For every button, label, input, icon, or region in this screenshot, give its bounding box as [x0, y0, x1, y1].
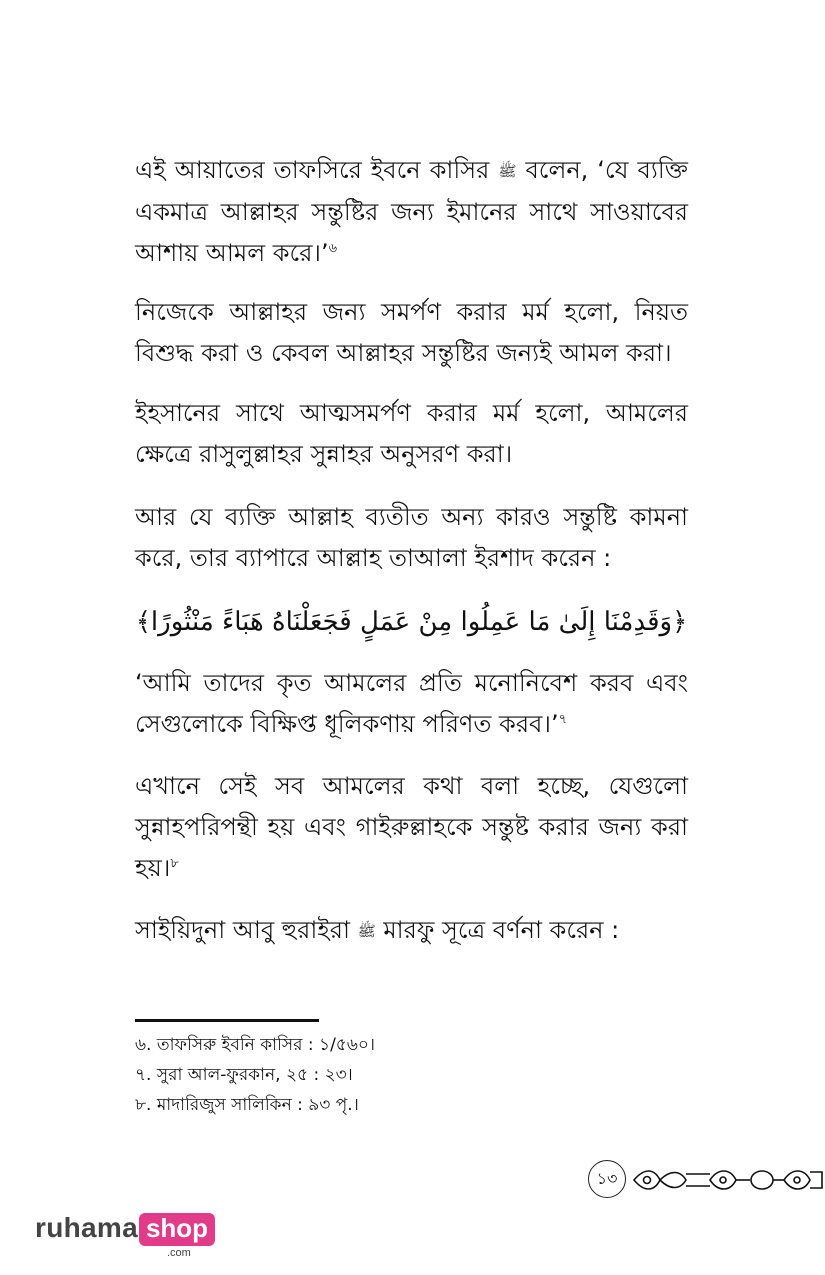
footnotes — [135, 1030, 688, 1120]
footnote-item: ৬. তাফসিরু ইবনি কাসির : ১/৫৬০। — [135, 1035, 376, 1055]
footnote-ref[interactable]: ৭ — [558, 712, 568, 727]
decorative-ornament-icon — [630, 1164, 824, 1196]
paragraph-text: এই আয়াতের তাফসিরে ইবনে কাসির — [135, 156, 499, 184]
page-number-text: ১৩ — [596, 1168, 618, 1188]
paragraph-abu-hurairah — [135, 910, 688, 952]
paragraph-explanation — [135, 766, 688, 889]
paragraph-other-than-allah — [135, 497, 688, 579]
paragraph-ayah-translation — [135, 663, 688, 745]
paragraph-text: সাইয়িদুনা আবু হুরাইরা — [135, 916, 358, 944]
page-number — [588, 1160, 626, 1198]
ruhamashop-logo — [35, 1212, 215, 1259]
footnote-item: ৭. সুরা আল-ফুরকান, ২৫ : ২৩। — [135, 1065, 353, 1085]
paragraph-text: ইহসানের সাথে আত্মসমর্পণ করার মর্ম হলো, আমলের ক্ষেত্রে রাসুলুল্লাহর সুন্নাহর অনুসরণ করা। — [135, 399, 688, 468]
footnote-divider — [135, 1019, 319, 1022]
footnote-item: ৮. মাদারিজুস সালিকিন : ৯৩ পৃ.। — [135, 1095, 359, 1115]
honorific-mark: ﷺ — [498, 161, 517, 180]
logo-badge: shop — [139, 1213, 215, 1246]
paragraph-ibn-kathir — [135, 150, 688, 274]
footnote-ref[interactable]: ৮ — [170, 856, 179, 871]
paragraph-text-after: মারফু সূত্রে বর্ণনা করেন : — [375, 916, 620, 944]
paragraph-text: এখানে সেই সব আমলের কথা বলা হচ্ছে, যেগুলো সুন্নাহপরিপন্থী হয় এবং গাইরুল্লাহকে সন্তুষ্ট করার জন্য করা হয়। — [135, 772, 688, 882]
logo-domain: .com — [167, 1247, 191, 1259]
footnote-ref[interactable]: ৬ — [328, 240, 338, 256]
paragraph-text: আর যে ব্যক্তি আল্লাহ ব্যতীত অন্য কারও সন্তুষ্টি কামনা করে, তার ব্যাপারে আল্লাহ তাআলা ইরশাদ করেন : — [135, 503, 688, 572]
quran-ayah: ﴿وَقَدِمْنَا إِلَىٰ مَا عَمِلُوا مِنْ عَمَلٍ فَجَعَلْنَاهُ هَبَاءً مَنْثُورًا﴾ — [135, 607, 688, 637]
honorific-mark: ﷺ — [357, 921, 376, 940]
paragraph-text: ‘আমি তাদের কৃত আমলের প্রতি মনোনিবেশ করব এবং সেগুলোকে বিক্ষিপ্ত ধূলিকণায় পরিণত করব।’ — [135, 669, 688, 738]
logo-word: ruhama — [35, 1212, 138, 1243]
paragraph-text-after: বলেন, ‘যে ব্যক্তি একমাত্র আল্লাহর সন্তুষ্টির জন্য ইমানের সাথে সাওয়াবের আশায় আমল করে।’ — [135, 156, 689, 267]
paragraph-ihsan-meaning — [135, 393, 688, 475]
paragraph-text: নিজেকে আল্লাহর জন্য সমর্পণ করার মর্ম হলো, নিয়ত বিশুদ্ধ করা ও কেবল আল্লাহর সন্তুষ্টির জন্যই আমল করা। — [135, 298, 688, 367]
paragraph-submission-meaning — [135, 292, 688, 374]
